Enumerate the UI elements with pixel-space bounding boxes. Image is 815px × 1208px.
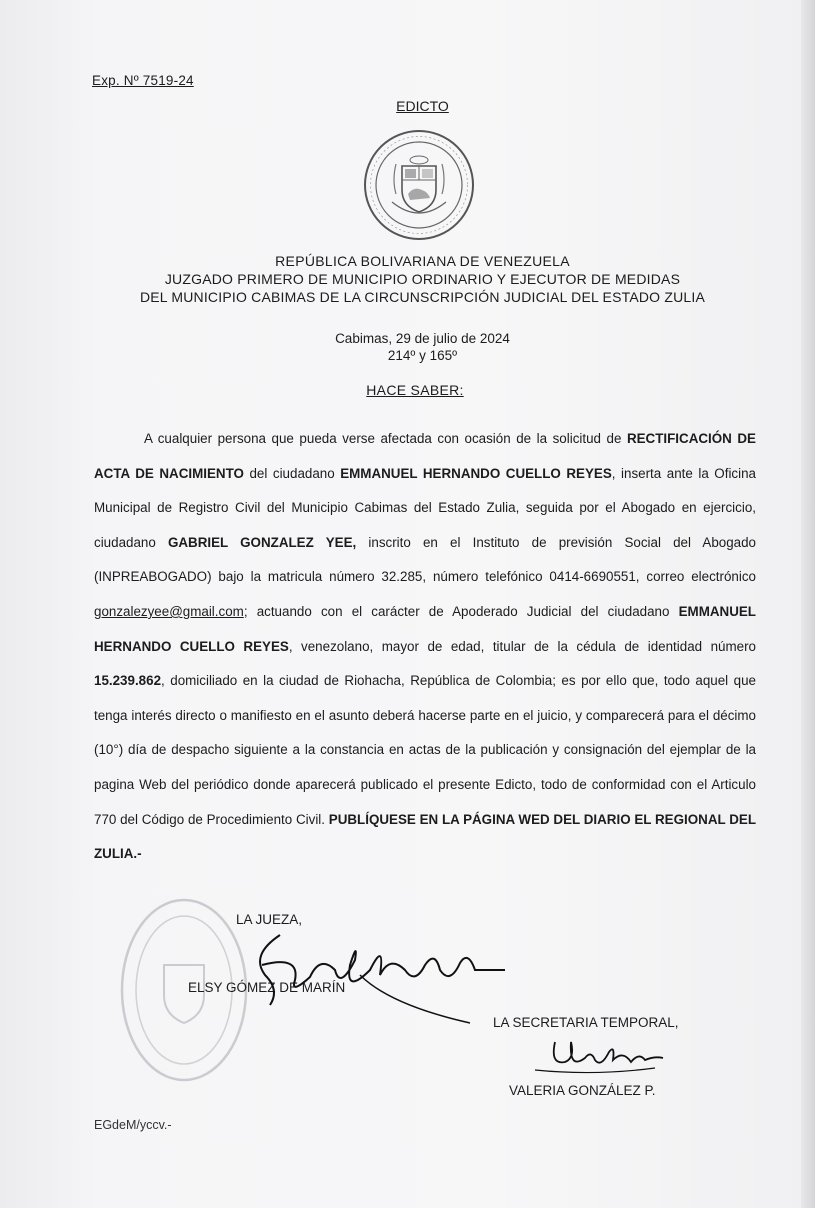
body-text-1: A cualquier persona que pueda verse afectada con ocasión de la solicitud de — [144, 431, 627, 446]
body-text-6: , venezolano, mayor de edad, titular de la cédula de identidad número — [288, 638, 756, 654]
body-text-4: inscrito en el Instituto de previsión Social del Abogado (INPREABOGADO) bajo la matricula número 32.285, número telefónico 0414-6690551, correo electrónico — [94, 534, 757, 585]
court-header — [0, 252, 815, 306]
judge-label: LA JUEZA, — [236, 912, 303, 927]
years-line: 214º y 165º — [387, 348, 458, 363]
email-link[interactable]: gonzalezyee@gmail.com — [94, 603, 244, 619]
page-edge — [801, 0, 815, 1208]
place-date: Cabimas, 29 de julio de 2024 — [335, 331, 510, 346]
secretary-signature-icon — [505, 1030, 675, 1080]
expediente-number: Exp. Nº 7519-24 — [92, 73, 194, 88]
place-date-block — [0, 330, 815, 364]
body-bold-4: EMMANUEL HERNANDO CUELLO REYES — [94, 603, 756, 654]
judge-name: ELSY GÓMEZ DE MARÍN — [188, 980, 346, 995]
header-republic: REPÚBLICA BOLIVARIANA DE VENEZUELA — [275, 253, 570, 269]
body-text-5: ; actuando con el carácter de Apoderado Judicial del ciudadano — [243, 603, 679, 619]
body-bold-3: GABRIEL GONZALEZ YEE, — [167, 534, 357, 550]
secretary-name: VALERIA GONZÁLEZ P. — [509, 1083, 656, 1098]
body-bold-2: EMMANUEL HERNANDO CUELLO REYES — [340, 465, 612, 481]
secretary-label: LA SECRETARIA TEMPORAL, — [493, 1015, 679, 1030]
hace-saber-heading: HACE SABER: — [366, 382, 464, 398]
judge-signature-icon — [240, 915, 530, 1025]
header-court: JUZGADO PRIMERO DE MUNICIPIO ORDINARIO Y EJECUTOR DE MEDIDAS — [164, 271, 681, 287]
edict-body — [94, 422, 756, 872]
national-seal-icon — [362, 128, 476, 242]
body-text-3: , inserta ante la Oficina Municipal de Registro Civil del Municipio Cabimas del Estado Zulia, seguida por el Abogado en ejercicio, ciudadano — [94, 465, 756, 550]
header-jurisdiction: DEL MUNICIPIO CABIMAS DE LA CIRCUNSCRIPCIÓN JUDICIAL DEL ESTADO ZULIA — [139, 289, 706, 305]
body-bold-1: RECTIFICACIÓN DE ACTA DE NACIMIENTO — [94, 431, 756, 481]
body-text-2: del ciudadano — [243, 465, 341, 481]
footer-initials: EGdeM/yccv.- — [94, 1118, 172, 1132]
document-title: EDICTO — [396, 98, 449, 114]
body-bold-5: 15.239.862 — [94, 673, 162, 689]
body-text-7: , domiciliado en la ciudad de Riohacha, República de Colombia; es por ello que, todo aquel que tenga interés directo o manifiesto en el asunto deberá hacerse parte en el juicio, y comparecerá para el décimo (10°) día de despacho siguiente a la constancia en actas de la publicación y consignación del ejemplar de la pagina Web del periódico donde aparecerá publicado el presente Edicto, todo de conformidad con el Articulo 770 del Código de Procedimiento Civil. — [94, 673, 756, 827]
body-bold-6: PUBLÍQUESE EN LA PÁGINA WED DEL DIARIO EL REGIONAL DEL ZULIA.- — [94, 811, 756, 862]
